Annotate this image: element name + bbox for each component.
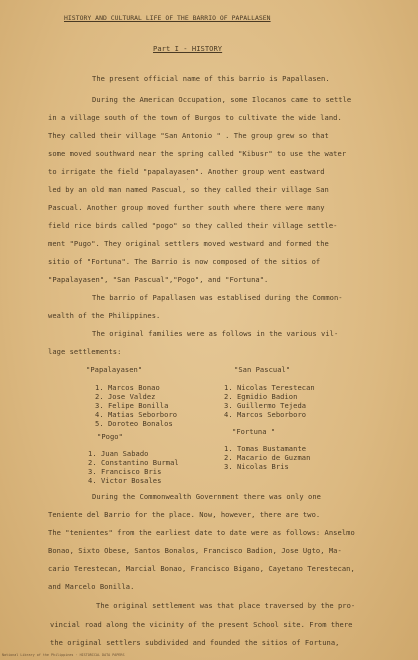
paragraph-line: The original settlement was that place traversed by the pro- (96, 601, 356, 610)
settlement-heading-san-pascual: "San Pascual" (234, 365, 291, 374)
list-item: 4. Matias Seborboro (95, 410, 178, 419)
pencil-mark: · (186, 177, 190, 183)
list-item: 3. Francisco Bris (88, 467, 162, 476)
paragraph-line: ment "Pugo". They original settlers moved westward and formed the (48, 239, 329, 248)
archive-footer: National Library of the Philippines · HISTORICAL DATA PAPERS (2, 653, 125, 657)
list-item: 1. Marcos Bonao (95, 383, 160, 392)
list-item: 2. Jose Valdez (95, 392, 156, 401)
list-item: 2. Macario de Guzman (224, 453, 311, 462)
paragraph-line: vincial road along the vicinity of the present School site. From there (50, 620, 353, 629)
paragraph-line: Teniente del Barrio for the place. Now, however, there are two. (48, 510, 321, 519)
section-heading: Part I - HISTORY (153, 44, 223, 53)
settlement-heading-papalayasen: "Papalayasen" (86, 365, 143, 374)
list-item: 4. Victor Bosales (88, 476, 162, 485)
paragraph-line: The present official name of this barrio is Papallasen. (92, 74, 330, 83)
list-item: 2. Egmidio Badion (224, 392, 298, 401)
list-item: 1. Tomas Bustamante (224, 444, 307, 453)
paragraph-line: in a village south of the town of Burgos to cultivate the wide land. (48, 113, 342, 122)
paragraph-line: lage settlements: (48, 347, 122, 356)
paragraph-line: During the Commonwealth Government there was only one (92, 492, 322, 501)
paragraph-line: The barrio of Papallasen was establised during the Common- (92, 293, 343, 302)
paragraph-line: the original settlers subdivided and founded the sitios of Fortuna, (50, 638, 340, 647)
paragraph-line: They called their village "San Antonio " . The group grew so that (48, 131, 329, 140)
settlement-heading-fortuna: "Fortuna " (232, 427, 276, 436)
list-item: 3. Nicolas Bris (224, 462, 289, 471)
paragraph-line: The "tenientes" from the earliest date to date were as follows: Anselmo (48, 528, 355, 537)
paragraph-line: to irrigate the field "papalayasen". Another group went eastward (48, 167, 325, 176)
paragraph-line: Bonao, Sixto Obese, Santos Bonalos, Francisco Badion, Jose Ugto, Ma- (48, 546, 342, 555)
paragraph-line: cario Terestecan, Marcial Bonao, Francisco Bigano, Cayetano Terestecan, (48, 564, 355, 573)
paragraph-line: Pascual. Another group moved further south where there were many (48, 203, 325, 212)
list-item: 3. Guillermo Tejeda (224, 401, 307, 410)
paragraph-line: led by an old man named Pascual, so they called their village San (48, 185, 329, 194)
list-item: 1. Nicolas Terestecan (224, 383, 315, 392)
list-item: 1. Juan Sabado (88, 449, 149, 458)
paragraph-line: and Marcelo Bonilla. (48, 582, 135, 591)
settlement-heading-pogo: "Pogo" (97, 432, 123, 441)
paragraph-line: "Papalayasen", "San Pascual","Pogo", and "Fortuna". (48, 275, 269, 284)
paragraph-line: During the American Occupation, some Ilocanos came to settle (92, 95, 352, 104)
paragraph-line: field rice birds called "pogo" so they called their village settle- (48, 221, 338, 230)
document-title: HISTORY AND CULTURAL LIFE OF THE BARRIO OF PAPALLASEN (64, 14, 271, 22)
list-item: 3. Felipe Bonilla (95, 401, 169, 410)
paragraph-line: wealth of the Philippines. (48, 311, 161, 320)
list-item: 2. Constantino Burmal (88, 458, 179, 467)
list-item: 4. Marcos Seborboro (224, 410, 307, 419)
paragraph-line: some moved southward near the spring called "Kibusr" to use the water (48, 149, 347, 158)
paragraph-line: sitio of "Fortuna". The Barrio is now composed of the sitios of (48, 257, 321, 266)
paragraph-line: The original families were as follows in the various vil- (92, 329, 339, 338)
list-item: 5. Doroteo Bonalos (95, 419, 173, 428)
